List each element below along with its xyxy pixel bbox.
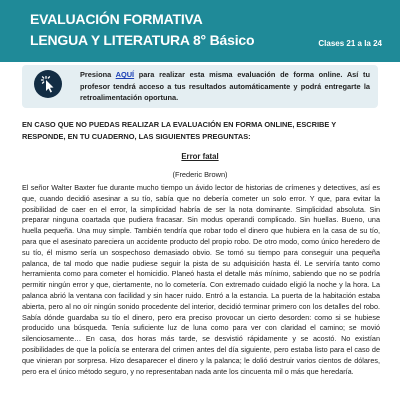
story-title: Error fatal [181, 152, 219, 161]
instructions: EN CASO QUE NO PUEDAS REALIZAR LA EVALUACIÓN EN FORMA ONLINE, ESCRIBE Y RESPONDE, EN TU CUADERNO, LAS SIGUIENTES PREGUNTAS: [22, 120, 336, 141]
online-evaluation-link[interactable]: AQUÍ [115, 70, 135, 79]
story-body [22, 183, 380, 377]
mouse-cursor-click-icon [34, 70, 62, 98]
header-title: EVALUACIÓN FORMATIVA [30, 11, 203, 27]
story-author: (Frederic Brown) [172, 170, 228, 179]
header-subject: LENGUA Y LITERATURA 8° Básico [30, 32, 255, 48]
story-paragraph: El señor Walter Baxter fue durante mucho tiempo un ávido lector de historias de crímenes y detectives, así es que, cuando decidió asesinar a su tío, sabía que no debería cometer un solo error. Y que, para evitar la posibilidad de caer en el error, la simplicidad habría de ser la nota dominante. Simplicidad absoluta. Sin preparar ninguna coartada que pudiera fracasar. Sin modus operandi complicado. Sin huellas. Bueno, una huella pequeña. Una muy simple. También tendría que robar todo el dinero que hubiera en la casa de su tío, para que el asesinato pareciera un accidente producto del propio robo. De otro modo, como único heredero de su tío, él mismo sería un sospechoso demasiado obvio. Se tomó su tiempo para conseguir una pequeña palanca, de tal modo que nadie pudiese seguir la pista de su adquisición hasta él. Le serviría tanto como herramienta como para cometer el homicidio. Planeó hasta el detalle más mínimo, sabiendo que no se podría permitir ningún error y que, ciertamente, no lo cometería. Con extremado cuidado eligió la noche y la hora. La palanca abrió la ventana con facilidad y sin hacer ruido. Entró a la estancia. La puerta de la habitación estaba abierta, pero al no oír ningún sonido procedente del interior, decidió terminar primero con los detalles del robo. Sabía dónde guardaba su tío el dinero, pero era preciso provocar un cierto desorden: como si se hubiese producido una búsqueda. Tenía suficiente luz de luna como para ver con claridad el camino; se movió silenciosamente… En casa, dos horas más tarde, se desvistió rápidamente y se acostó. No existían posibilidades de que la policía se enterara del crimen antes del día siguiente, pero estaba listo para el caso de que vinieran por sorpresa. Hizo desaparecer el dinero y la palanca; le dolió destruir varios cientos de dólares, pero era el único método seguro, y no representaban nada ante los cincuenta mil o más que heredaría. [22, 183, 380, 376]
header-classes: Clases 21 a la 24 [318, 39, 382, 48]
online-info-text: Presiona AQUÍ para realizar esta misma evaluación de forma online. Así tu profesor tendrá acceso a tus resultados automáticamente y podrá entregarte la retroalimentación oportuna. [80, 70, 370, 102]
page-header [0, 0, 400, 62]
